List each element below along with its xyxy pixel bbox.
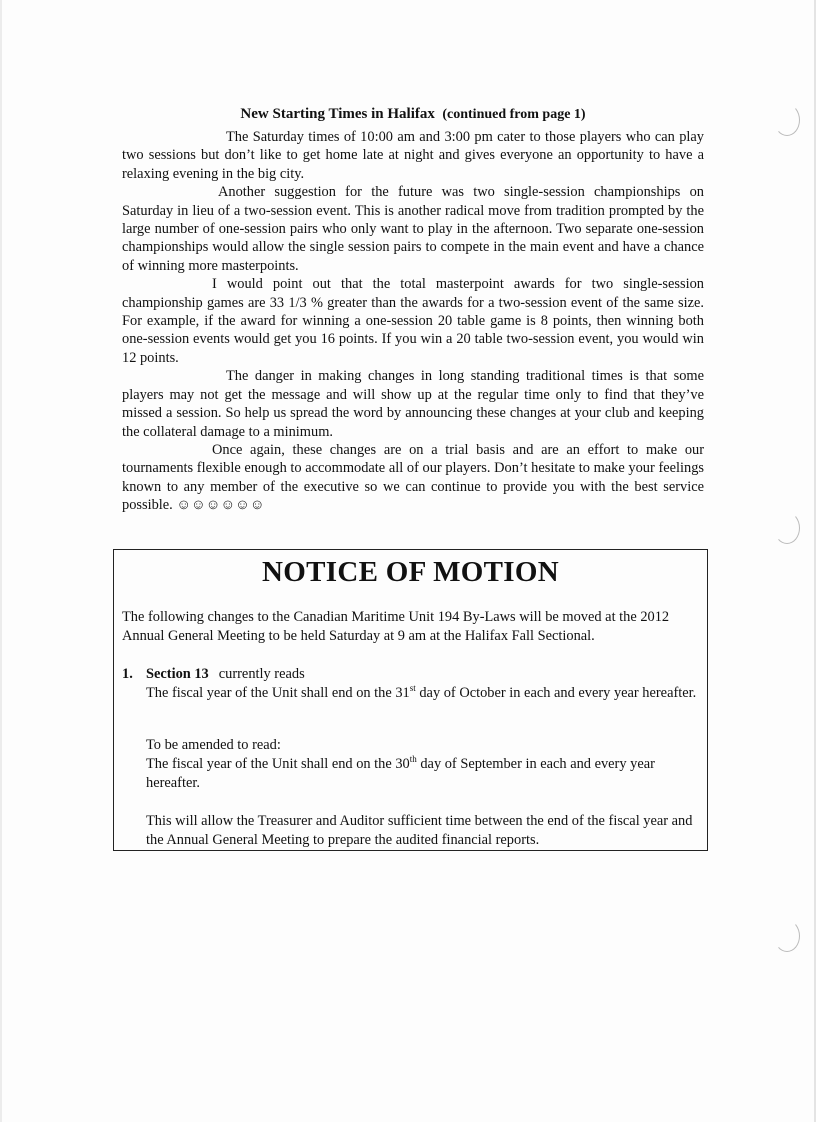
article-paragraph: I would point out that the total masterpoint awards for two single-session championship games are 33 1/3 % greater than the awards for a two-session event of the same size. For example, if the award for winning a one-session 20 table game is 8 points, then winning both one-session events would get you 16 points. If you win a 20 table two-session event, you would win 12 points. <box>122 276 704 366</box>
notice-title: NOTICE OF MOTION <box>262 556 559 588</box>
notice-of-motion-box <box>113 549 708 851</box>
article-paragraph: The danger in making changes in long standing traditional times is that some players may not get the message and will show up at the regular time only to find that they’ve missed a session. So help us spread the word by announcing these changes at your club and keeping the collateral damage to a minimum. <box>122 368 704 440</box>
motion-item-heading <box>122 665 305 684</box>
motion-item-number: 1. <box>122 666 133 682</box>
article <box>122 104 704 515</box>
article-continued-note: (continued from page 1) <box>442 107 586 122</box>
binder-hole-middle <box>774 512 800 544</box>
amended-wording: The fiscal year of the Unit shall end on the 30th day of September in each and every year hereafter. <box>146 754 655 791</box>
article-title: New Starting Times in Halifax <box>240 106 435 122</box>
page-left-edge <box>0 0 2 1122</box>
binder-hole-bottom <box>774 920 800 952</box>
motion-item-section: Section 13 <box>146 666 209 682</box>
amend-label: To be amended to read: <box>146 737 281 753</box>
article-paragraph: Once again, these changes are on a trial basis and are an effort to make our tournaments flexible enough to accommodate all of our players. Don’t hesitate to make your feelings known to any member of the executive so we can continue to provide you with the best service possible. ☺☺☺☺☺☺ <box>122 441 704 514</box>
article-heading <box>122 104 704 125</box>
current-wording: The fiscal year of the Unit shall end on the 31st day of October in each and every year hereafter. <box>146 683 697 701</box>
notice-intro: The following changes to the Canadian Maritime Unit 194 By-Laws will be moved at the 2012 Annual General Meeting to be held Saturday at 9 am at the Halifax Fall Sectional. <box>122 609 670 644</box>
article-paragraph: The Saturday times of 10:00 am and 3:00 pm cater to those players who can play two sessions but don’t like to get home late at night and gives everyone an opportunity to have a relaxing evening in the big city. <box>122 129 704 182</box>
motion-item-reads: currently reads <box>218 666 305 682</box>
article-paragraph: Another suggestion for the future was two single-session championships on Saturday in lieu of a two-session event. This is another radical move from tradition prompted by the large number of one-session pairs who only want to play in the afternoon. Two separate one-session championships would allow the single session pairs to compete in the main event and have a chance of winning more masterpoints. <box>122 184 704 274</box>
motion-rationale: This will allow the Treasurer and Auditor sufficient time between the end of the fiscal year and the Annual General Meeting to prepare the audited financial reports. <box>146 813 693 848</box>
binder-hole-top <box>774 104 800 136</box>
